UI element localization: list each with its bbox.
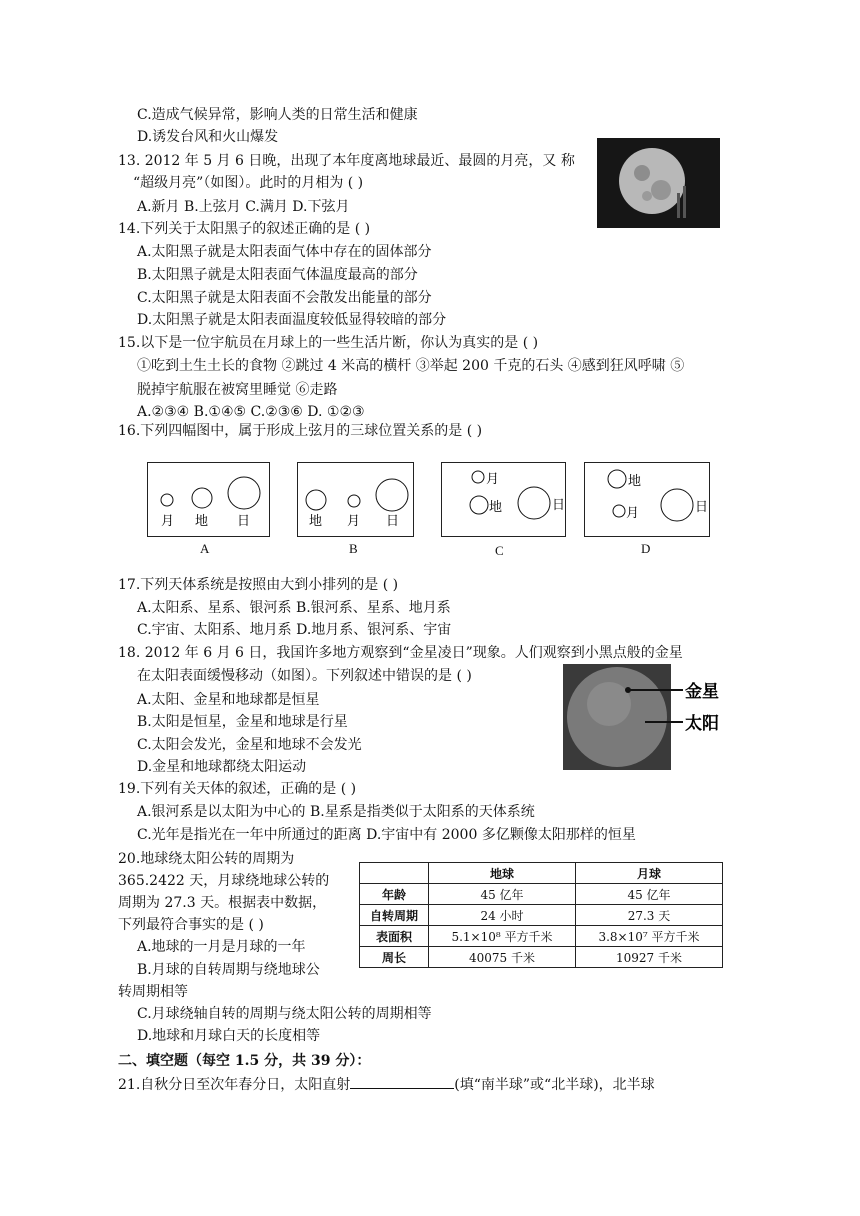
q15-options: A.②③④ B.①④⑤ C.②③⑥ D. ①②③ (137, 404, 365, 420)
table-header-moon: 月球 (576, 863, 723, 884)
q20-option-a: A.地球的一月是月球的一年 (137, 939, 306, 955)
q16a-moon-label: 月 (161, 514, 175, 529)
table-cell: 年龄 (360, 884, 429, 905)
q16-label-b: B (349, 541, 358, 556)
q13-options: A.新月 B.上弦月 C.满月 D.下弦月 (137, 199, 350, 215)
q19-options-cd: C.光年是指光在一年中所通过的距离 D.宇宙中有 2000 多亿颗像太阳那样的恒星 (137, 827, 636, 843)
supermoon-photo (597, 138, 720, 228)
q16-stem: 16.下列四幅图中，属于形成上弦月的三球位置关系的是 ( ) (118, 423, 483, 439)
q16a-sun-label: 日 (237, 514, 251, 529)
table-cell: 5.1×10⁸ 平方千米 (429, 926, 576, 947)
q18-option-a: A.太阳、金星和地球都是恒星 (137, 692, 320, 708)
q16-diagram-b (297, 462, 414, 537)
table-row (360, 884, 723, 905)
q18-stem-line1: 18. 2012 年 6 月 6 日，我国许多地方观察到“金星凌日”现象。人们观察到小黑点般的金星 (118, 645, 683, 661)
q20-stem-line3: 周期为 27.3 天。根据表中数据， (118, 895, 327, 911)
table-header-row (360, 863, 723, 884)
q15-items-line1: ①吃到土生土长的食物 ②跳过 4 米高的横杆 ③举起 200 千克的石头 ④感到狂风呼啸 ⑤ (137, 358, 685, 374)
table-header-earth: 地球 (429, 863, 576, 884)
table-cell: 45 亿年 (576, 884, 723, 905)
table-cell: 27.3 天 (576, 905, 723, 926)
q18-option-d: D.金星和地球都绕太阳运动 (137, 759, 307, 775)
table-row (360, 905, 723, 926)
q16-label-c: C (495, 543, 504, 558)
table-cell: 周长 (360, 947, 429, 968)
q14-stem: 14.下列关于太阳黑子的叙述正确的是 ( ) (118, 221, 371, 237)
q21-suffix: (填“南半球”或“北半球)，北半球 (454, 1077, 655, 1093)
q20-option-d: D.地球和月球白天的长度相等 (137, 1028, 321, 1044)
table-cell: 3.8×10⁷ 平方千米 (576, 926, 723, 947)
q16d-moon-label: 月 (626, 506, 640, 521)
q18-option-b: B.太阳是恒星，金星和地球是行星 (137, 714, 348, 730)
table-cell: 自转周期 (360, 905, 429, 926)
q14-option-c: C.太阳黑子就是太阳表面不会散发出能量的部分 (137, 290, 432, 306)
table-cell: 10927 千米 (576, 947, 723, 968)
q16b-earth-label: 地 (309, 514, 323, 529)
q14-option-b: B.太阳黑子就是太阳表面气体温度最高的部分 (137, 267, 418, 283)
q13-stem-line1: 13. 2012 年 5 月 6 日晚，出现了本年度离地球最近、最圆的月亮，又 称 (118, 153, 575, 169)
q12-option-d: D.诱发台风和火山爆发 (137, 129, 279, 145)
q19-stem: 19.下列有关天体的叙述，正确的是 ( ) (118, 781, 357, 797)
table-cell: 45 亿年 (429, 884, 576, 905)
q20-option-c: C.月球绕轴自转的周期与绕太阳公转的周期相等 (137, 1006, 432, 1022)
q12-option-c: C.造成气候异常，影响人类的日常生活和健康 (137, 107, 418, 123)
section-2-heading: 二、填空题（每空 1.5 分，共 39 分）： (118, 1053, 371, 1069)
table-row (360, 926, 723, 947)
q18-option-c: C.太阳会发光，金星和地球不会发光 (137, 737, 362, 753)
q17-options-ab: A.太阳系、星系、银河系 B.银河系、星系、地月系 (137, 600, 451, 616)
table-cell: 40075 千米 (429, 947, 576, 968)
q16c-sun-label: 日 (552, 498, 565, 513)
q20-stem-line2: 365.2422 天，月球绕地球公转的 (118, 873, 330, 889)
q21-prefix: 21.自秋分日至次年春分日，太阳直射 (118, 1077, 351, 1093)
q16b-moon-label: 月 (347, 514, 361, 529)
q14-option-a: A.太阳黑子就是太阳表面气体中存在的固体部分 (137, 244, 432, 260)
q20-option-b-line1: B.月球的自转周期与绕地球公 (137, 962, 320, 978)
q16d-earth-label: 地 (628, 474, 642, 489)
q15-items-line2: 脱掉宇航服在被窝里睡觉 ⑥走路 (137, 382, 338, 398)
sun-label: 太阳 (685, 714, 719, 734)
q20-data-table (359, 862, 723, 968)
supermoon-image (597, 138, 720, 228)
q16c-earth-label: 地 (489, 500, 503, 515)
q19-options-ab: A.银河系是以太阳为中心的 B.星系是指类似于太阳系的天体系统 (137, 804, 535, 820)
q20-stem-line4: 下列最符合事实的是 ( ) (118, 917, 264, 933)
q16-diagram-c (441, 462, 566, 537)
q16-label-a: A (200, 541, 210, 556)
venus-label: 金星 (685, 682, 719, 702)
q16c-moon-label: 月 (486, 472, 500, 487)
q20-option-b-line2: 转周期相等 (118, 984, 188, 1000)
table-header-cell (360, 863, 429, 884)
venus-transit-figure (563, 664, 728, 770)
q18-stem-line2: 在太阳表面缓慢移动（如图）。下列叙述中错误的是 ( ) (137, 668, 472, 684)
q17-options-cd: C.宇宙、太阳系、地月系 D.地月系、银河系、宇宙 (137, 622, 452, 638)
q16a-earth-label: 地 (195, 514, 209, 529)
q21-line (118, 1074, 655, 1095)
table-row (360, 947, 723, 968)
q21-answer-blank[interactable] (350, 1074, 454, 1089)
table-cell: 表面积 (360, 926, 429, 947)
q16-diagram-d (584, 462, 710, 537)
q16b-sun-label: 日 (386, 514, 400, 529)
q15-stem: 15.以下是一位宇航员在月球上的一些生活片断，你认为真实的是 ( ) (118, 335, 539, 351)
q16d-sun-label: 日 (695, 500, 709, 515)
table-cell: 24 小时 (429, 905, 576, 926)
q20-stem-line1: 20.地球绕太阳公转的周期为 (118, 851, 295, 867)
q16-label-d: D (641, 541, 651, 556)
q17-stem: 17.下列天体系统是按照由大到小排列的是 ( ) (118, 577, 399, 593)
q14-option-d: D.太阳黑子就是太阳表面温度较低显得较暗的部分 (137, 312, 447, 328)
q13-stem-line2: “超级月亮”（如图）。此时的月相为 ( ) (133, 175, 364, 191)
q16-diagram-a (147, 462, 270, 537)
